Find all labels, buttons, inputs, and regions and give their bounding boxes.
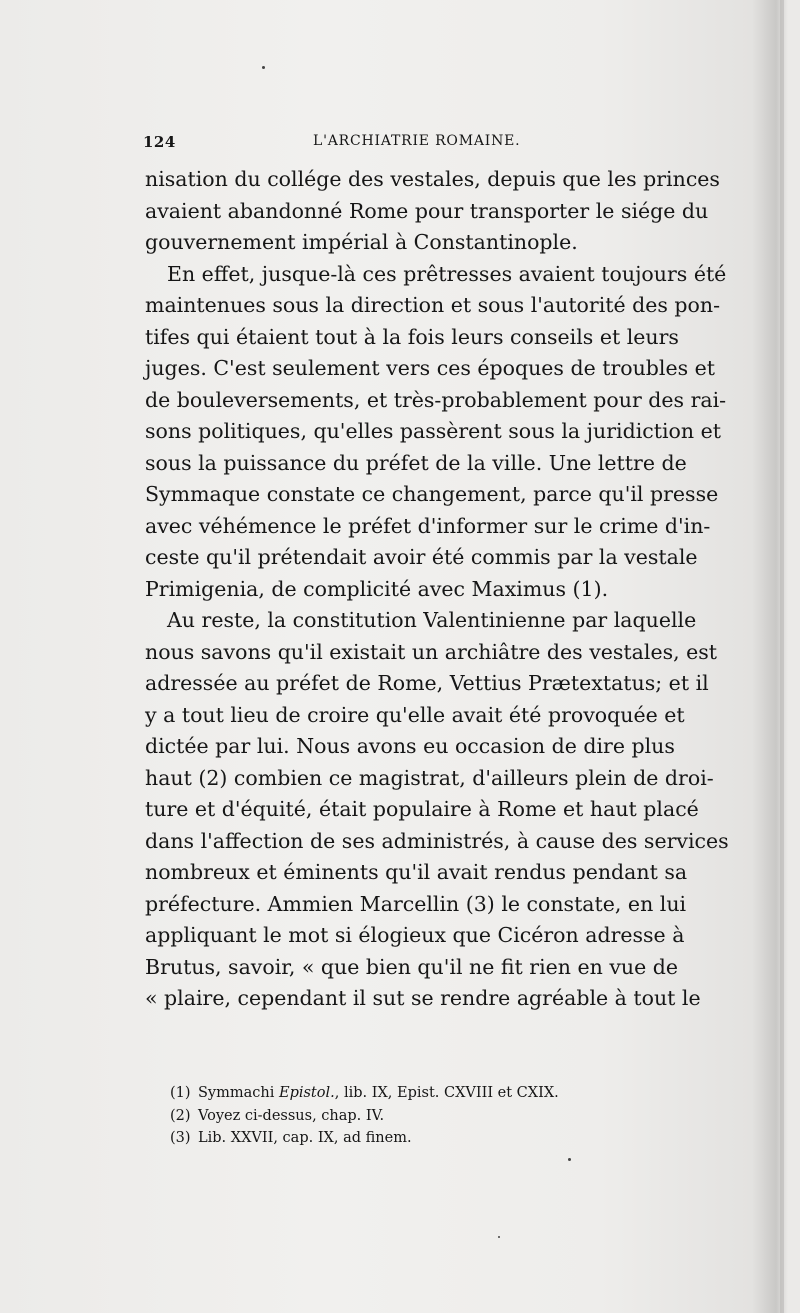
footnote-mark: (1) xyxy=(170,1085,191,1101)
print-speck xyxy=(262,66,265,69)
text-line: sous la puissance du préfet de la ville. Une lettre de xyxy=(145,450,687,475)
text-line: dans l'affection de ses administrés, à cause des services xyxy=(145,828,729,853)
footnote xyxy=(170,1082,670,1105)
footnote-text: , lib. IX, Epist. CXVIII et CXIX. xyxy=(334,1085,559,1101)
text-line: tifes qui étaient tout à la fois leurs conseils et leurs xyxy=(145,324,679,349)
text-line: avaient abandonné Rome pour transporter le siége du xyxy=(145,198,709,223)
text-line: y a tout lieu de croire qu'elle avait été provoquée et xyxy=(145,702,685,727)
footnote xyxy=(170,1127,670,1150)
footnotes xyxy=(170,1082,670,1150)
text-line: nous savons qu'il existait un archiâtre des vestales, est xyxy=(145,639,718,664)
text-line: Primigenia, de complicité avec Maximus (1). xyxy=(145,576,609,601)
text-line: nisation du collége des vestales, depuis que les princes xyxy=(145,167,720,191)
body-text xyxy=(145,164,729,1015)
text-line: « plaire, cependant il sut se rendre agréable à tout le xyxy=(145,986,701,1010)
footnote-text: Symmachi xyxy=(198,1085,279,1101)
page-number: 124 xyxy=(143,133,176,151)
text-line: sons politiques, qu'elles passèrent sous la juridiction et xyxy=(145,419,721,443)
text-line: nombreux et éminents qu'il avait rendus pendant sa xyxy=(145,860,688,884)
print-speck xyxy=(498,1236,500,1238)
text-line: En effet, jusque-là ces prêtresses avaient toujours été xyxy=(167,261,727,286)
text-line: avec véhémence le préfet d'informer sur le crime d'in- xyxy=(145,513,711,538)
text-line: ture et d'équité, était populaire à Rome et haut placé xyxy=(145,797,699,821)
footnote-mark: (3) xyxy=(170,1130,191,1146)
footnote-text: Voyez ci-dessus, chap. IV. xyxy=(198,1107,385,1124)
page-header xyxy=(143,133,670,155)
text-line: dictée par lui. Nous avons eu occasion de dire plus xyxy=(145,734,675,758)
text-line: préfecture. Ammien Marcellin (3) le constate, en lui xyxy=(145,891,687,916)
text-line: adressée au préfet de Rome, Vettius Prætextatus; et il xyxy=(145,671,709,695)
text-line: Symmaque constate ce changement, parce qu'il presse xyxy=(145,482,719,506)
text-line: juges. C'est seulement vers ces époques de troubles et xyxy=(145,356,716,380)
print-speck xyxy=(568,1158,571,1161)
text-line: ceste qu'il prétendait avoir été commis par la vestale xyxy=(145,545,698,569)
text-line: Brutus, savoir, « que bien qu'il ne fit rien en vue de xyxy=(145,954,679,979)
text-line: Au reste, la constitution Valentinienne par laquelle xyxy=(167,608,697,632)
footnote-mark: (2) xyxy=(170,1107,191,1124)
footnote-italic-text: Epistol. xyxy=(278,1085,335,1101)
footnote-text: Lib. XXVII, cap. IX, ad finem. xyxy=(198,1130,412,1146)
text-line: maintenues sous la direction et sous l'autorité des pon- xyxy=(145,293,721,317)
footnote xyxy=(170,1105,670,1128)
text-line: appliquant le mot si élogieux que Cicéron adresse à xyxy=(145,923,685,947)
text-line: haut (2) combien ce magistrat, d'ailleurs plein de droi- xyxy=(145,765,714,790)
text-line: gouvernement impérial à Constantinople. xyxy=(145,230,578,254)
page-edge-shadow xyxy=(780,0,784,1313)
text-line: de bouleversements, et très-probablement pour des rai- xyxy=(145,387,727,412)
running-title: L'ARCHIATRIE ROMAINE. xyxy=(313,133,521,149)
